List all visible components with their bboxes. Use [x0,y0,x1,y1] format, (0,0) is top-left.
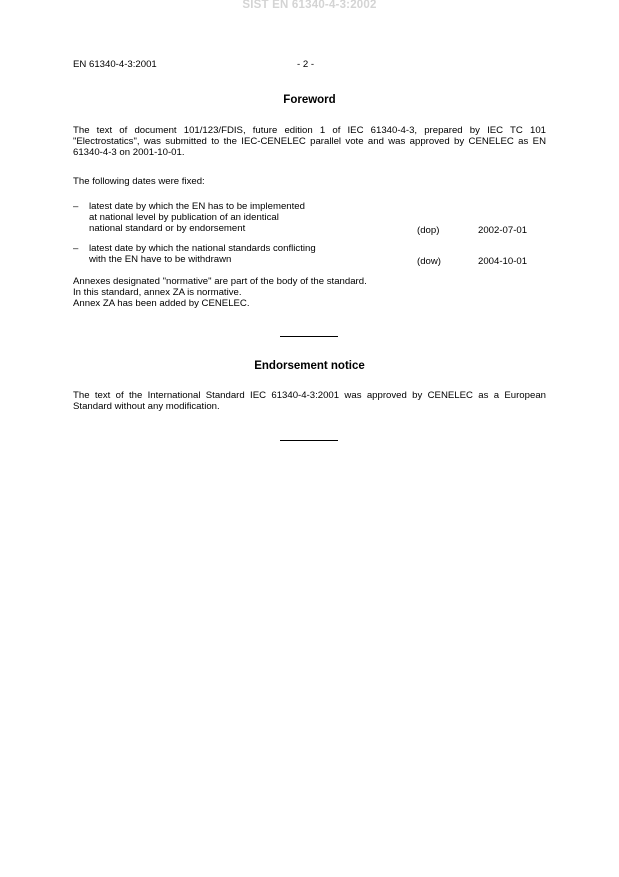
endorsement-text: The text of the International Standard IEC 61340-4-3:2001 was approved by CENELEC as a European Standard without any modification. [73,390,546,412]
date-value: 2004-10-01 [478,256,528,267]
list-bullet: – [73,201,79,212]
description-line: latest date by which the national standards conflicting [89,243,316,254]
foreword-intro-paragraph [73,125,546,158]
endorsement-heading: Endorsement notice [254,360,365,372]
section-divider [280,440,338,441]
dates-intro [73,176,205,187]
date-item-description [89,243,316,265]
list-bullet: – [73,243,79,254]
dates-intro-text: The following dates were fixed: [73,176,205,187]
document-watermark: SIST EN 61340-4-3:2002 [242,0,377,11]
annex-note-line: Annexes designated "normative" are part of the body of the standard. [73,276,367,287]
date-abbreviation: (dow) [417,256,441,267]
description-line: national standard or by endorsement [89,223,246,234]
annex-note-line: Annex ZA has been added by CENELEC. [73,298,250,309]
endorsement-paragraph [73,390,546,412]
foreword-intro-text: The text of document 101/123/FDIS, future edition 1 of IEC 61340-4-3, prepared by IEC TC 101 "Electrostatics", was submitted to the IEC-CENELEC parallel vote and was approved by CENELEC as EN 61340-4-3 on 2001-10-01. [73,125,546,158]
annex-note-line: In this standard, annex ZA is normative. [73,287,242,298]
description-line: at national level by publication of an identical [89,212,279,223]
date-abbreviation: (dop) [417,225,440,236]
description-line: with the EN have to be withdrawn [89,254,232,265]
section-divider [280,336,338,337]
annex-notes [73,276,367,309]
page-number: - 2 - [297,59,315,70]
foreword-heading: Foreword [283,94,336,106]
date-value: 2002-07-01 [478,225,528,236]
standard-identifier: EN 61340-4-3:2001 [73,59,157,70]
date-item-description [89,201,305,234]
description-line: latest date by which the EN has to be implemented [89,201,305,212]
